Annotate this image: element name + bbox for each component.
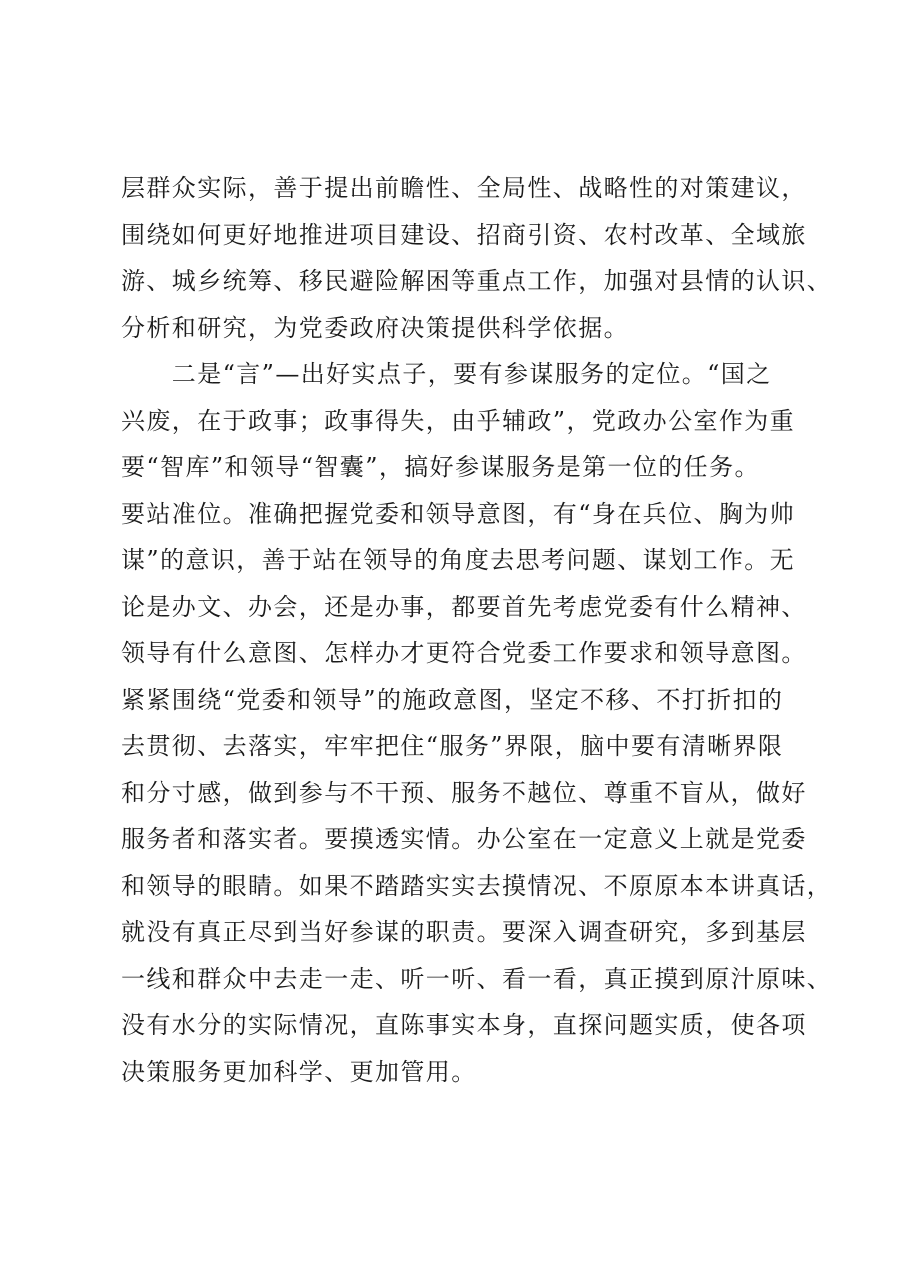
text-line: 游、城乡统筹、移民避险解困等重点工作，加强对县情的认识、: [121, 267, 833, 295]
text-line: 一线和群众中去走一走、听一听、看一看，真正摸到原汁原味、: [121, 964, 833, 993]
text-line: 谋”的意识，善于站在领导的角度去思考问题、谋划工作。无: [121, 546, 796, 574]
text-line: 层群众实际，善于提出前瞻性、全局性、战略性的对策建议，: [121, 174, 807, 202]
text-line: 紧紧围绕“党委和领导”的施政意图，坚定不移、不打折扣的: [121, 685, 784, 714]
body-text: [121, 165, 841, 1095]
text-line: 服务者和落实者。要摸透实情。办公室在一定意义上就是党委: [121, 825, 807, 853]
text-line: 决策服务更加科学、更加管用。: [121, 1057, 477, 1086]
text-line: 分析和研究，为党委政府决策提供科学依据。: [121, 313, 629, 342]
text-line: 围绕如何更好地推进项目建设、招商引资、农村改革、全域旅: [121, 220, 807, 249]
text-line: 和领导的眼睛。如果不踏踏实实去摸情况、不原原本本讲真话，: [121, 871, 833, 900]
text-line: 要“智库”和领导“智囊”，搞好参谋服务是第一位的任务。: [121, 453, 760, 481]
text-line: 领导有什么意图、怎样办才更符合党委工作要求和领导意图。: [121, 639, 807, 667]
text-line: 和分寸感，做到参与不干预、服务不越位、尊重不盲从，做好: [121, 778, 807, 807]
text-line: 要站准位。准确把握党委和领导意图，有“身在兵位、胸为帅: [121, 499, 796, 528]
text-line: 兴废，在于政事；政事得失，由乎辅政”，党政办公室作为重: [121, 406, 796, 435]
paragraph-start-line: 二是“言”—出好实点子，要有参谋服务的定位。“国之: [121, 360, 772, 388]
text-line: 就没有真正尽到当好参谋的职责。要深入调查研究，多到基层: [121, 918, 807, 946]
text-line: 没有水分的实际情况，直陈事实本身，直探问题实质，使各项: [121, 1011, 807, 1039]
text-line: 论是办文、办会，还是办事，都要首先考虑党委有什么精神、: [121, 592, 807, 621]
text-line: 去贯彻、去落实，牢牢把住“服务”界限，脑中要有清晰界限: [121, 732, 784, 760]
